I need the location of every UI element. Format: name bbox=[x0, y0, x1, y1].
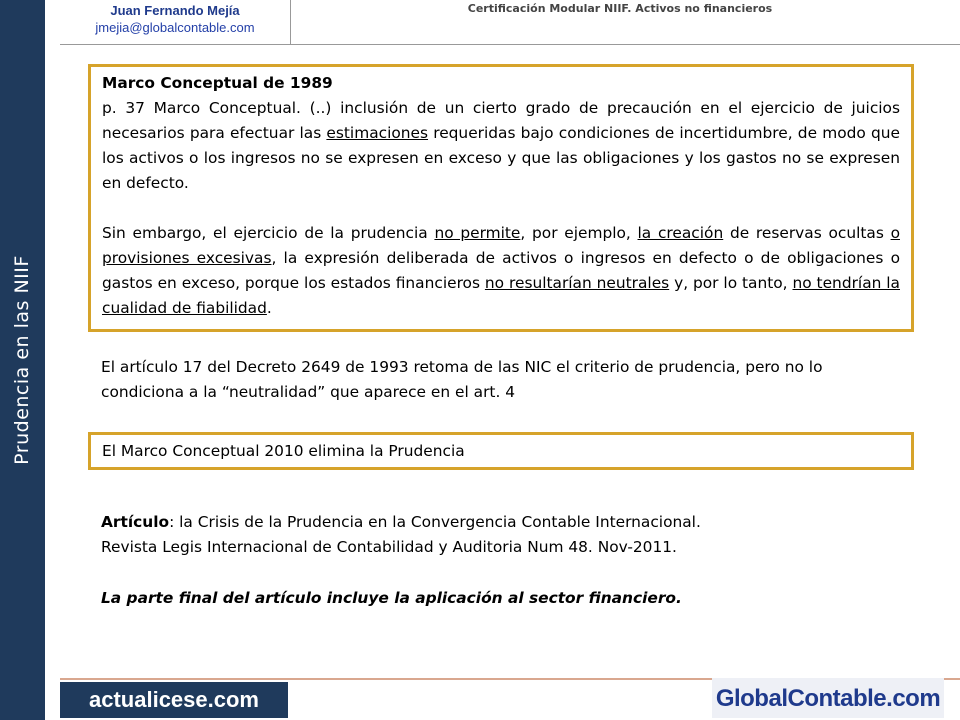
sidebar bbox=[0, 0, 45, 720]
paragraph-precaucion bbox=[102, 96, 900, 196]
marco-2010-text: El Marco Conceptual 2010 elimina la Prudencia bbox=[102, 442, 465, 460]
header-divider bbox=[290, 44, 960, 45]
final-note: La parte final del artículo incluye la aplicación al sector financiero. bbox=[101, 589, 682, 607]
reference-title: : la Crisis de la Prudencia en la Convergencia Contable Internacional. bbox=[169, 513, 701, 531]
text-span: y, por lo tanto, bbox=[669, 274, 793, 292]
paragraph-sin-embargo bbox=[102, 221, 900, 321]
text-span: de reservas ocultas bbox=[723, 224, 891, 242]
decreto-paragraph: El artículo 17 del Decreto 2649 de 1993 retoma de las NIC el criterio de prudencia, pero no lo condiciona a la “neutralidad” que aparece en el art. 4 bbox=[101, 358, 823, 401]
reference-line-2: Revista Legis Internacional de Contabilidad y Auditoria Num 48. Nov-2011. bbox=[101, 538, 677, 556]
underlined-text: no permite bbox=[434, 224, 521, 242]
underlined-text: la creación bbox=[637, 224, 724, 242]
underlined-text: no resultarían neutrales bbox=[484, 274, 670, 292]
box-title: Marco Conceptual de 1989 bbox=[102, 74, 333, 92]
reference-line-1 bbox=[101, 510, 921, 535]
text-span: p. 37 Marco Conceptual. (..) inclusión de un cierto grado de precaución en el ejercicio de juicios necesarios para efectuar las bbox=[102, 99, 900, 142]
marco-1989-box bbox=[88, 64, 914, 332]
underlined-text: estimaciones bbox=[326, 124, 429, 142]
text-span: , la expresión deliberada de activos o ingresos en defecto o de obligaciones o gastos en exceso, porque los estados financieros bbox=[102, 249, 900, 292]
marco-2010-box bbox=[88, 432, 914, 470]
header-title: Certificación Modular NIIF. Activos no financieros bbox=[467, 2, 773, 15]
reference-label: Artículo bbox=[101, 513, 170, 531]
underlined-text: no tendrían la cualidad de fiabilidad bbox=[102, 274, 900, 317]
text-span: requeridas bajo condiciones de incertidumbre, de modo que los activos o los ingresos no se expresen en exceso y que las obligaciones y los gastos no se expresen en defecto. bbox=[102, 124, 900, 192]
author-name: Juan Fernando Mejía bbox=[110, 3, 240, 18]
globalcontable-logo[interactable]: GlobalContable.com bbox=[712, 678, 944, 718]
author-box bbox=[60, 0, 291, 45]
underlined-text: o provisiones excesivas bbox=[102, 224, 900, 267]
actualicese-logo[interactable]: actualicese.com bbox=[60, 682, 288, 718]
text-span: . bbox=[266, 299, 272, 317]
text-span: Sin embargo, el ejercicio de la prudencia bbox=[102, 224, 435, 242]
author-email[interactable]: jmejia@globalcontable.com bbox=[95, 20, 255, 35]
text-span: , por ejemplo, bbox=[520, 224, 638, 242]
sidebar-title: Prudencia en las NIIF bbox=[11, 255, 33, 465]
reference-block bbox=[101, 510, 921, 560]
